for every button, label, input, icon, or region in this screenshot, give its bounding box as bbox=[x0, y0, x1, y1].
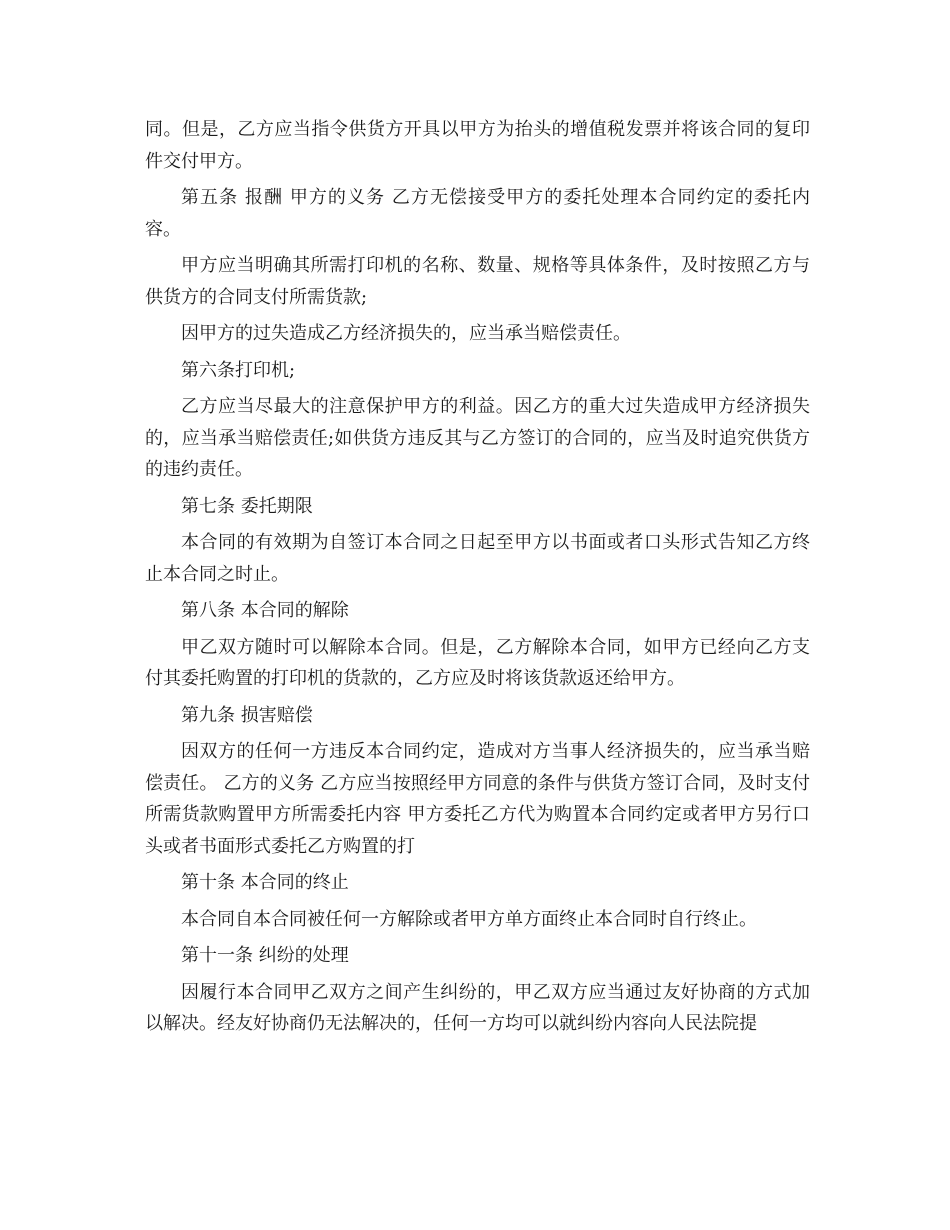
paragraph: 乙方应当尽最大的注意保护甲方的利益。因乙方的重大过失造成甲方经济损失的，应当承当赔偿责任;如供货方违反其与乙方签订的合同的，应当及时追究供货方的违约责任。 bbox=[145, 396, 810, 480]
paragraph-continuation: 同。但是，乙方应当指令供货方开具以甲方为抬头的增值税发票并将该合同的复印件交付甲方。 bbox=[145, 119, 810, 172]
paragraph: 甲乙双方随时可以解除本合同。但是，乙方解除本合同，如甲方已经向乙方支付其委托购置的打印机的货款的，乙方应及时将该货款返还给甲方。 bbox=[145, 636, 810, 689]
document-body bbox=[145, 114, 810, 1045]
article-heading-10: 第十条 本合同的终止 bbox=[181, 872, 349, 893]
paragraph-article-5: 第五条 报酬 甲方的义务 乙方无偿接受甲方的委托处理本合同约定的委托内容。 bbox=[145, 187, 810, 240]
article-heading-11: 第十一条 纠纷的处理 bbox=[181, 945, 349, 966]
paragraph: 因双方的任何一方违反本合同约定，造成对方当事人经济损失的，应当承当赔偿责任。 乙方的义务 乙方应当按照经甲方同意的条件与供货方签订合同，及时支付所需货款购置甲方所需委托内容 甲方委托乙方代为购置本合同约定或者甲方另行口头或者书面形式委托乙方购置的打 bbox=[145, 741, 810, 857]
article-heading-9: 第九条 损害赔偿 bbox=[181, 704, 313, 726]
article-heading-8: 第八条 本合同的解除 bbox=[181, 600, 349, 621]
article-heading-7: 第七条 委托期限 bbox=[181, 495, 313, 517]
paragraph: 本合同自本合同被任何一方解除或者甲方单方面终止本合同时自行终止。 bbox=[181, 908, 757, 930]
paragraph: 因履行本合同甲乙双方之间产生纠纷的，甲乙双方应当通过友好协商的方式加以解决。经友好协商仍无法解决的，任何一方均可以就纠纷内容向人民法院提 bbox=[145, 981, 810, 1034]
paragraph: 本合同的有效期为自签订本合同之日起至甲方以书面或者口头形式告知乙方终止本合同之时止。 bbox=[145, 532, 810, 585]
paragraph-article-6: 第六条打印机; bbox=[181, 359, 296, 381]
paragraph: 因甲方的过失造成乙方经济损失的，应当承当赔偿责任。 bbox=[181, 323, 631, 344]
paragraph: 甲方应当明确其所需打印机的名称、数量、规格等具体条件，及时按照乙方与供货方的合同支付所需货款; bbox=[145, 255, 810, 308]
